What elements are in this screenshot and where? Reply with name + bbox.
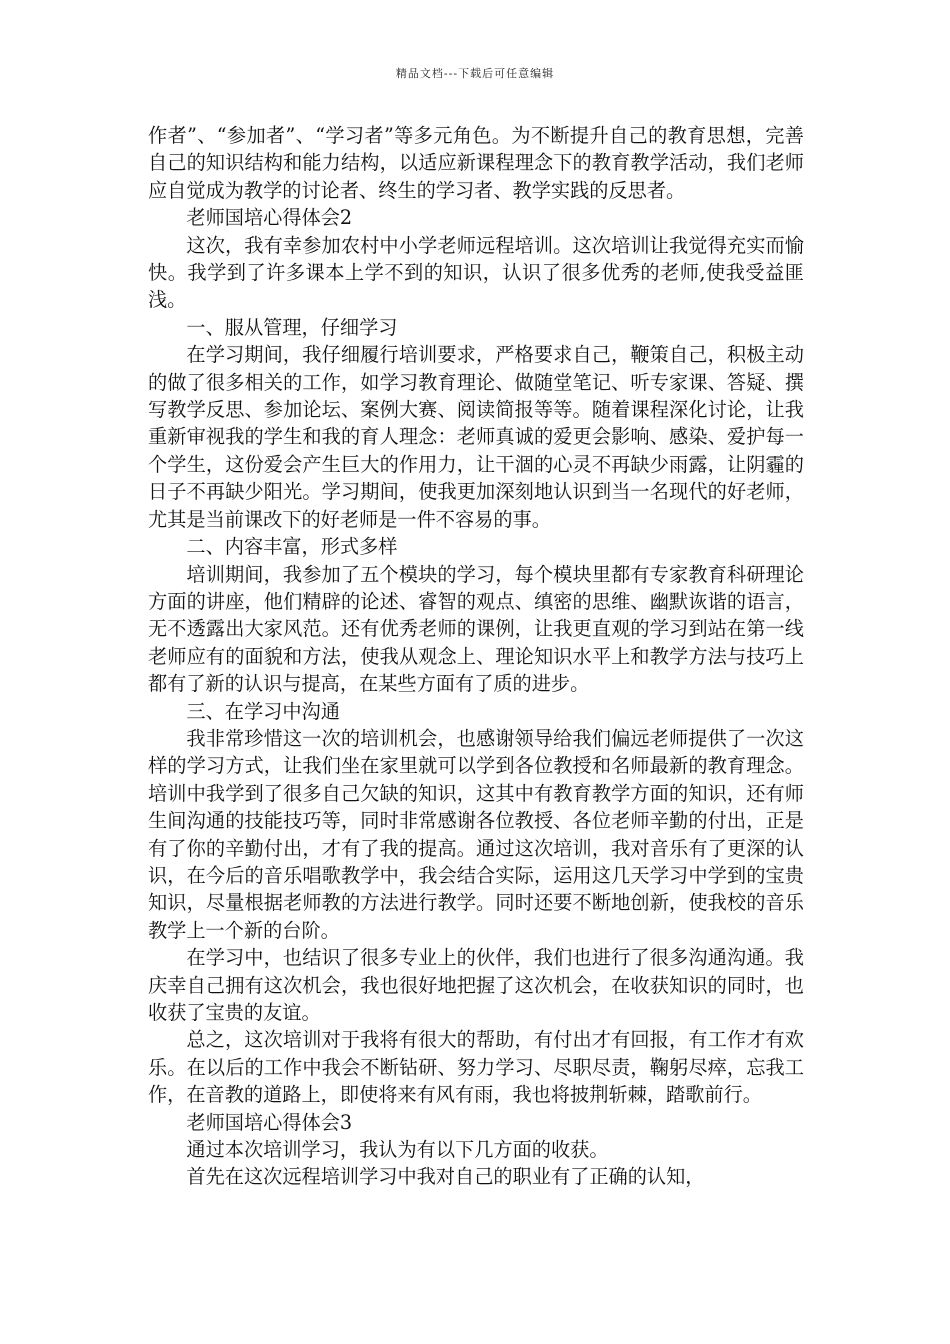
subheading-2: 二、内容丰富，形式多样 xyxy=(186,535,398,559)
paragraph-continuation: 作者”、“参加者”、“学习者”等多元角色。为不断提升自己的教育思想，完善自己的知识结构和能力结构，以适应新课程理念下的教育教学活动，我们老师应自觉成为教学的讨论者、终生的学习者、教学实践的反思者。 xyxy=(148,124,804,202)
paragraph: 这次，我有幸参加农村中小学老师远程培训。这次培训让我觉得充实而愉快。我学到了许多课本上学不到的知识，认识了很多优秀的老师,使我受益匪浅。 xyxy=(148,233,804,312)
section-title-2: 老师国培心得体会2 xyxy=(186,206,353,230)
paragraph: 我非常珍惜这一次的培训机会，也感谢领导给我们偏远老师提供了一次这样的学习方式，让我们坐在家里就可以学到各位教授和名师最新的教育理念。培训中我学到了很多自己欠缺的知识，这其中有教育教学方面的知识，还有师生间沟通的技能技巧等，同时非常感谢各位教授、各位老师辛勤的付出，正是有了你的辛勤付出，才有了我的提高。通过这次培训，我对音乐有了更深的认识，在今后的音乐唱歌教学中，我会结合实际，运用这几天学习中学到的宝贵知识，尽量根据老师教的方法进行教学。同时还要不断地创新，使我校的音乐教学上一个新的台阶。 xyxy=(148,726,804,942)
paragraph: 在学习期间，我仔细履行培训要求，严格要求自己，鞭策自己，积极主动的做了很多相关的工作，如学习教育理论、做随堂笔记、听专家课、答疑、撰写教学反思、参加论坛、案例大赛、阅读简报等等。随着课程深化讨论，让我重新审视我的学生和我的育人理念：老师真诚的爱更会影响、感染、爱护每一个学生，这份爱会产生巨大的作用力，让干涸的心灵不再缺少雨露，让阴霾的日子不再缺少阳光。学习期间，使我更加深刻地认识到当一名现代的好老师，尤其是当前课改下的好老师是一件不容易的事。 xyxy=(148,343,804,531)
paragraph: 在学习中，也结识了很多专业上的伙伴，我们也进行了很多沟通沟通。我庆幸自己拥有这次机会，我也很好地把握了这次机会，在收获知识的同时，也收获了宝贵的友谊。 xyxy=(148,946,804,1024)
subheading-3: 三、在学习中沟通 xyxy=(186,699,340,723)
section-title-3: 老师国培心得体会3 xyxy=(186,1110,353,1134)
paragraph: 总之，这次培训对于我将有很大的帮助，有付出才有回报，有工作才有欢乐。在以后的工作中我会不断钻研、努力学习、尽职尽责，鞠躬尽瘁，忘我工作，在音教的道路上，即使将来有风有雨，我也将披荆斩棘，踏歌前行。 xyxy=(148,1028,804,1107)
subheading-1: 一、服从管理，仔细学习 xyxy=(186,315,398,339)
paragraph: 首先在这次远程培训学习中我对自己的职业有了正确的认知， xyxy=(186,1165,705,1189)
page-header: 精品文档---下载后可任意编辑 xyxy=(395,67,555,80)
paragraph: 通过本次培训学习，我认为有以下几方面的收获。 xyxy=(186,1138,609,1162)
paragraph: 培训期间，我参加了五个模块的学习，每个模块里都有专家教育科研理论方面的讲座，他们精辟的论述、睿智的观点、缜密的思维、幽默诙谐的语言，无不透露出大家风范。还有优秀老师的课例，让我更直观的学习到站在第一线老师应有的面貌和方法，使我从观念上、理论知识水平上和教学方法与技巧上都有了新的认识与提高，在某些方面有了质的进步。 xyxy=(148,562,804,696)
document-body xyxy=(148,122,804,1191)
